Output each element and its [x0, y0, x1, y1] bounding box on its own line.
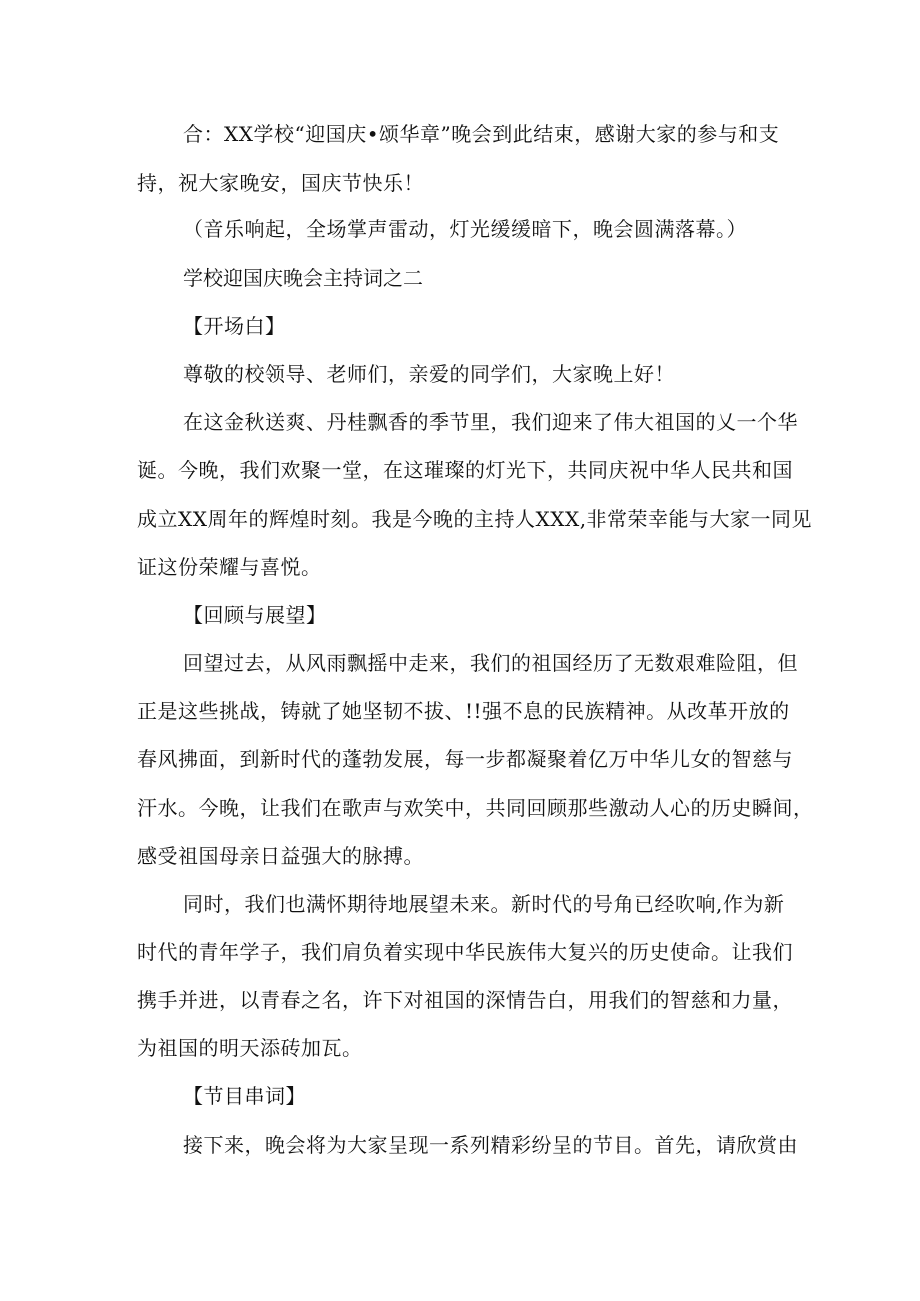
section-title: 学校迎国庆晚会主持词之二 [183, 266, 423, 290]
stage-direction: （音乐响起，全场掌声雷动，灯光缓缓暗下，晚会圆满落幕。） [183, 217, 747, 241]
review-heading: 【回顾与展望】 [183, 603, 327, 627]
review-paragraph-1-line-5: 感受祖国母亲日益强大的脉搏。 [137, 844, 424, 868]
review-paragraph-2-line-3: 携手并进，以青春之名，许下对祖国的深情告白，用我们的智慈和力量， [137, 988, 793, 1012]
review-paragraph-2-line-4: 为祖国的明天添砖加瓦。 [137, 1036, 363, 1060]
review-paragraph-1-line-2: 正是这些挑战，铸就了她坚韧不拔、!!强不息的民族精神。从改革开放的 [137, 699, 790, 723]
review-paragraph-2-line-2: 时代的青年学子，我们肩负着实现中华民族伟大复兴的历史使命。让我们 [137, 940, 793, 964]
opening-paragraph-line-1: 在这金秋送爽、丹桂飘香的季节里，我们迎来了伟大祖国的乂一个华 [183, 410, 798, 434]
opening-paragraph-line-4: 证这份荣耀与喜悦。 [137, 555, 322, 579]
opening-paragraph-line-3: 成立XX周年的辉煌时刻。我是今晚的主持人XXX,非常荣幸能与大家一同见 [137, 507, 813, 531]
review-paragraph-1-line-3: 春风拂面，到新时代的蓬勃发展，每一步都凝聚着亿万中华儿女的智慈与 [137, 747, 793, 771]
opening-heading: 【开场白】 [183, 314, 286, 338]
opening-paragraph-line-2: 诞。今晚，我们欢聚一堂，在这璀璨的灯光下，共同庆祝中华人民共和国 [137, 458, 793, 482]
review-paragraph-1-line-1: 回望过去，从风雨飘摇中走来，我们的祖国经历了无数艰难险阻，但 [183, 651, 798, 675]
closing-line-2: 持，祝大家晚安，国庆节快乐！ [137, 171, 424, 195]
closing-line-1: 合：XX学校“迎国庆•颂华章”晚会到此结束，感谢大家的参与和支 [183, 122, 780, 146]
review-paragraph-2-line-1: 同时，我们也满怀期待地展望未来。新时代的号角已经吹响,作为新 [183, 892, 785, 916]
program-heading: 【节目串词】 [183, 1084, 306, 1108]
program-paragraph-line-1: 接下来，晚会将为大家呈现一系列精彩纷呈的节目。首先，请欣赏由 [183, 1133, 798, 1157]
opening-greeting: 尊敬的校领导、老师们，亲爱的同学们，大家晚上好！ [183, 362, 675, 386]
review-paragraph-1-line-4: 汗水。今晚，让我们在歌声与欢笑中，共同回顾那些激动人心的历史瞬间， [137, 796, 814, 820]
